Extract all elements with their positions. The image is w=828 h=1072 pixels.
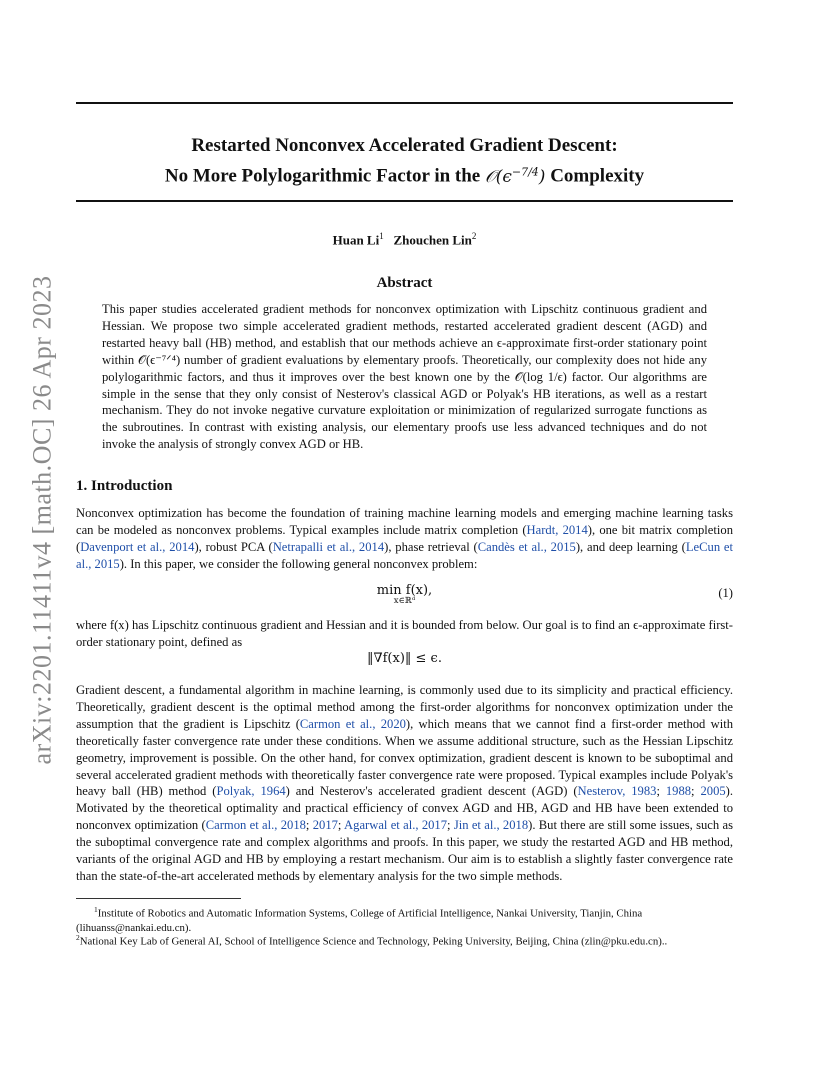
abstract-heading: Abstract [376, 275, 433, 291]
citation-link[interactable]: 2005 [700, 784, 726, 799]
paragraph-text: Gradient descent, a fundamental algorithm in machine learning, is commonly used due to its simplicity and practical efficiency. Theoretically, gradient descent is the optimal method among the first-order algorithms for nonconvex optimization under the assumption that the gradient is Lipschitz ( [76, 683, 733, 731]
footnote-2 [76, 931, 733, 949]
author-name: Huan Li [332, 232, 380, 248]
citation-link[interactable]: Nesterov, 1983 [577, 784, 657, 799]
citation-link[interactable]: Candès et al., 2015 [477, 539, 576, 554]
paragraph-text: ), phase retrieval ( [384, 539, 478, 554]
title-line-2-pre: No More Polylogarithmic Factor in the [164, 165, 485, 187]
citation-link[interactable]: 1988 [665, 784, 692, 799]
paragraph-text: ) and Nesterov's accelerated gradient descent (AGD) ( [285, 784, 578, 799]
section-heading-introduction: 1. Introduction [76, 478, 173, 494]
title-math-open: 𝒪(ϵ [485, 166, 512, 187]
citation-link[interactable]: Hardt, 2014 [526, 522, 588, 537]
footnote-1 [76, 903, 733, 935]
equation-1-subscript: x∈ℝᵈ [393, 596, 416, 606]
equation-stationary: ‖∇f(x)‖ ≤ ϵ. [367, 651, 442, 666]
citation-link[interactable]: Carmon et al., 2018 [205, 818, 306, 833]
citation-link[interactable]: Jin et al., 2018 [453, 818, 529, 833]
title-math-close: ) [538, 166, 546, 187]
paragraph-text: ), robust PCA ( [194, 539, 273, 554]
intro-paragraph-1 [76, 505, 733, 573]
title-complexity-math [485, 167, 545, 187]
equation-1-number: (1) [718, 586, 733, 600]
paragraph-text: ), and deep learning ( [575, 539, 686, 554]
footnote-text: National Key Lab of General AI, School of Intelligence Science and Technology, Peking University, Beijing, China (zlin@pku.edu.cn).. [79, 935, 668, 948]
author-list [76, 231, 733, 248]
arxiv-stamp-text: arXiv:2201.11411v4 [math.OC] 26 Apr 2023 [27, 275, 57, 765]
citation-separator: ; [656, 784, 666, 799]
footnote-rule [76, 898, 241, 899]
paragraph-text: ). But there are still some issues, such as the suboptimal convergence rate and complex algorithms and proofs. In this paper, we study the restarted AGD and HB method, variants of the original AGD and HB by employing a restart mechanism. Our aim is to establish a slightly faster convergence rate than the state-of-the-art accelerated methods by elementary analysis for the two simple methods. [76, 818, 733, 883]
citation-link[interactable]: LeCun et al., 2015 [76, 539, 734, 571]
author-affiliation-mark: 2 [471, 231, 477, 241]
citation-separator: ; [691, 784, 701, 799]
abstract-body: This paper studies accelerated gradient methods for nonconvex optimization with Lipschitz continuous gradient and Hessian. We propose two simple accelerated gradient methods, restarted accelerated gradient descent (AGD) and restarted heavy ball (HB) method, and establish that our methods achieve an ϵ-approximate first-order stationary point within 𝒪(ϵ⁻⁷ᐟ⁴) number of gradient evaluations by elementary proofs. Theoretically, our complexity does not hide any polylogarithmic factors, and thus it improves over the best known one by the 𝒪(log 1/ϵ) factor. Our algorithms are simple in the sense that they only consist of Nesterov's classical AGD or Polyak's HB iterations, as well as a restart mechanism. They do not invoke negative curvature exploitation or minimization of regularized surrogate functions as the subroutines. In contrast with existing analysis, our elementary proofs use less advanced techniques and do not invoke the analysis of strongly convex AGD or HB. [102, 302, 707, 452]
citation-separator: ; [447, 818, 454, 833]
title-top-rule [76, 102, 733, 104]
citation-link[interactable]: Polyak, 1964 [216, 784, 286, 799]
paragraph-text: ), which means that we cannot find a first-order method with theoretically faster convergence rate under these conditions. When we assume additional structure, such as the Hessian Lipschitz geometry, improvement is possible. On the other hand, for convex optimization, gradient descent is known to be suboptimal and several accelerated gradient methods with theoretically faster convergence rate were proposed. Typical examples include Polyak's heavy ball (HB) method ( [76, 716, 733, 799]
intro-paragraph-3 [76, 682, 733, 885]
author-name: Zhouchen Lin [393, 232, 472, 248]
paragraph-text: ). Motivated by the theoretical optimality and practical efficiency of convex AGD and HB, AGD and HB have been extended to nonconvex optimization ( [76, 784, 733, 833]
citation-link[interactable]: Agarwal et al., 2017 [344, 818, 448, 833]
title-line-2 [76, 159, 733, 190]
paper-title [76, 133, 733, 190]
footnote-mark: 1 [94, 905, 98, 914]
arxiv-stamp [22, 265, 62, 775]
equation-1 [76, 583, 733, 606]
citation-link[interactable]: 2017 [312, 818, 338, 833]
intro-paragraph-2: where f(x) has Lipschitz continuous gradient and Hessian and it is bounded from below. Our goal is to find an ϵ-approximate first-order stationary point, defined as [76, 618, 733, 649]
title-line-2-post: Complexity [545, 165, 645, 187]
author-affiliation-mark: 1 [379, 231, 384, 241]
paragraph-text: Nonconvex optimization has become the foundation of training machine learning models and emerging machine learning tasks can be modeled as nonconvex problems. Typical examples include matrix completion ( [76, 506, 733, 537]
title-math-exponent: −7/4 [511, 165, 539, 178]
title-bottom-rule [76, 200, 733, 202]
footnote-mark: 2 [76, 933, 80, 942]
citation-link[interactable]: Davenport et al., 2014 [80, 539, 195, 554]
paragraph-text: ), one bit matrix completion ( [76, 522, 733, 554]
equation-1-main: min f(x), [376, 583, 433, 598]
paragraph-text: ). In this paper, we consider the following general nonconvex problem: [119, 556, 478, 571]
title-line-1: Restarted Nonconvex Accelerated Gradient Descent: [191, 135, 618, 156]
footnote-text: Institute of Robotics and Automatic Information Systems, College of Artificial Intelligence, Nankai University, Tianjin, China (lihuanss@nankai.edu.cn). [76, 907, 643, 934]
citation-link[interactable]: Netrapalli et al., 2014 [272, 539, 385, 554]
citation-link[interactable]: Carmon et al., 2020 [299, 716, 406, 731]
citation-separator: ; [305, 818, 313, 833]
citation-separator: ; [337, 818, 345, 833]
